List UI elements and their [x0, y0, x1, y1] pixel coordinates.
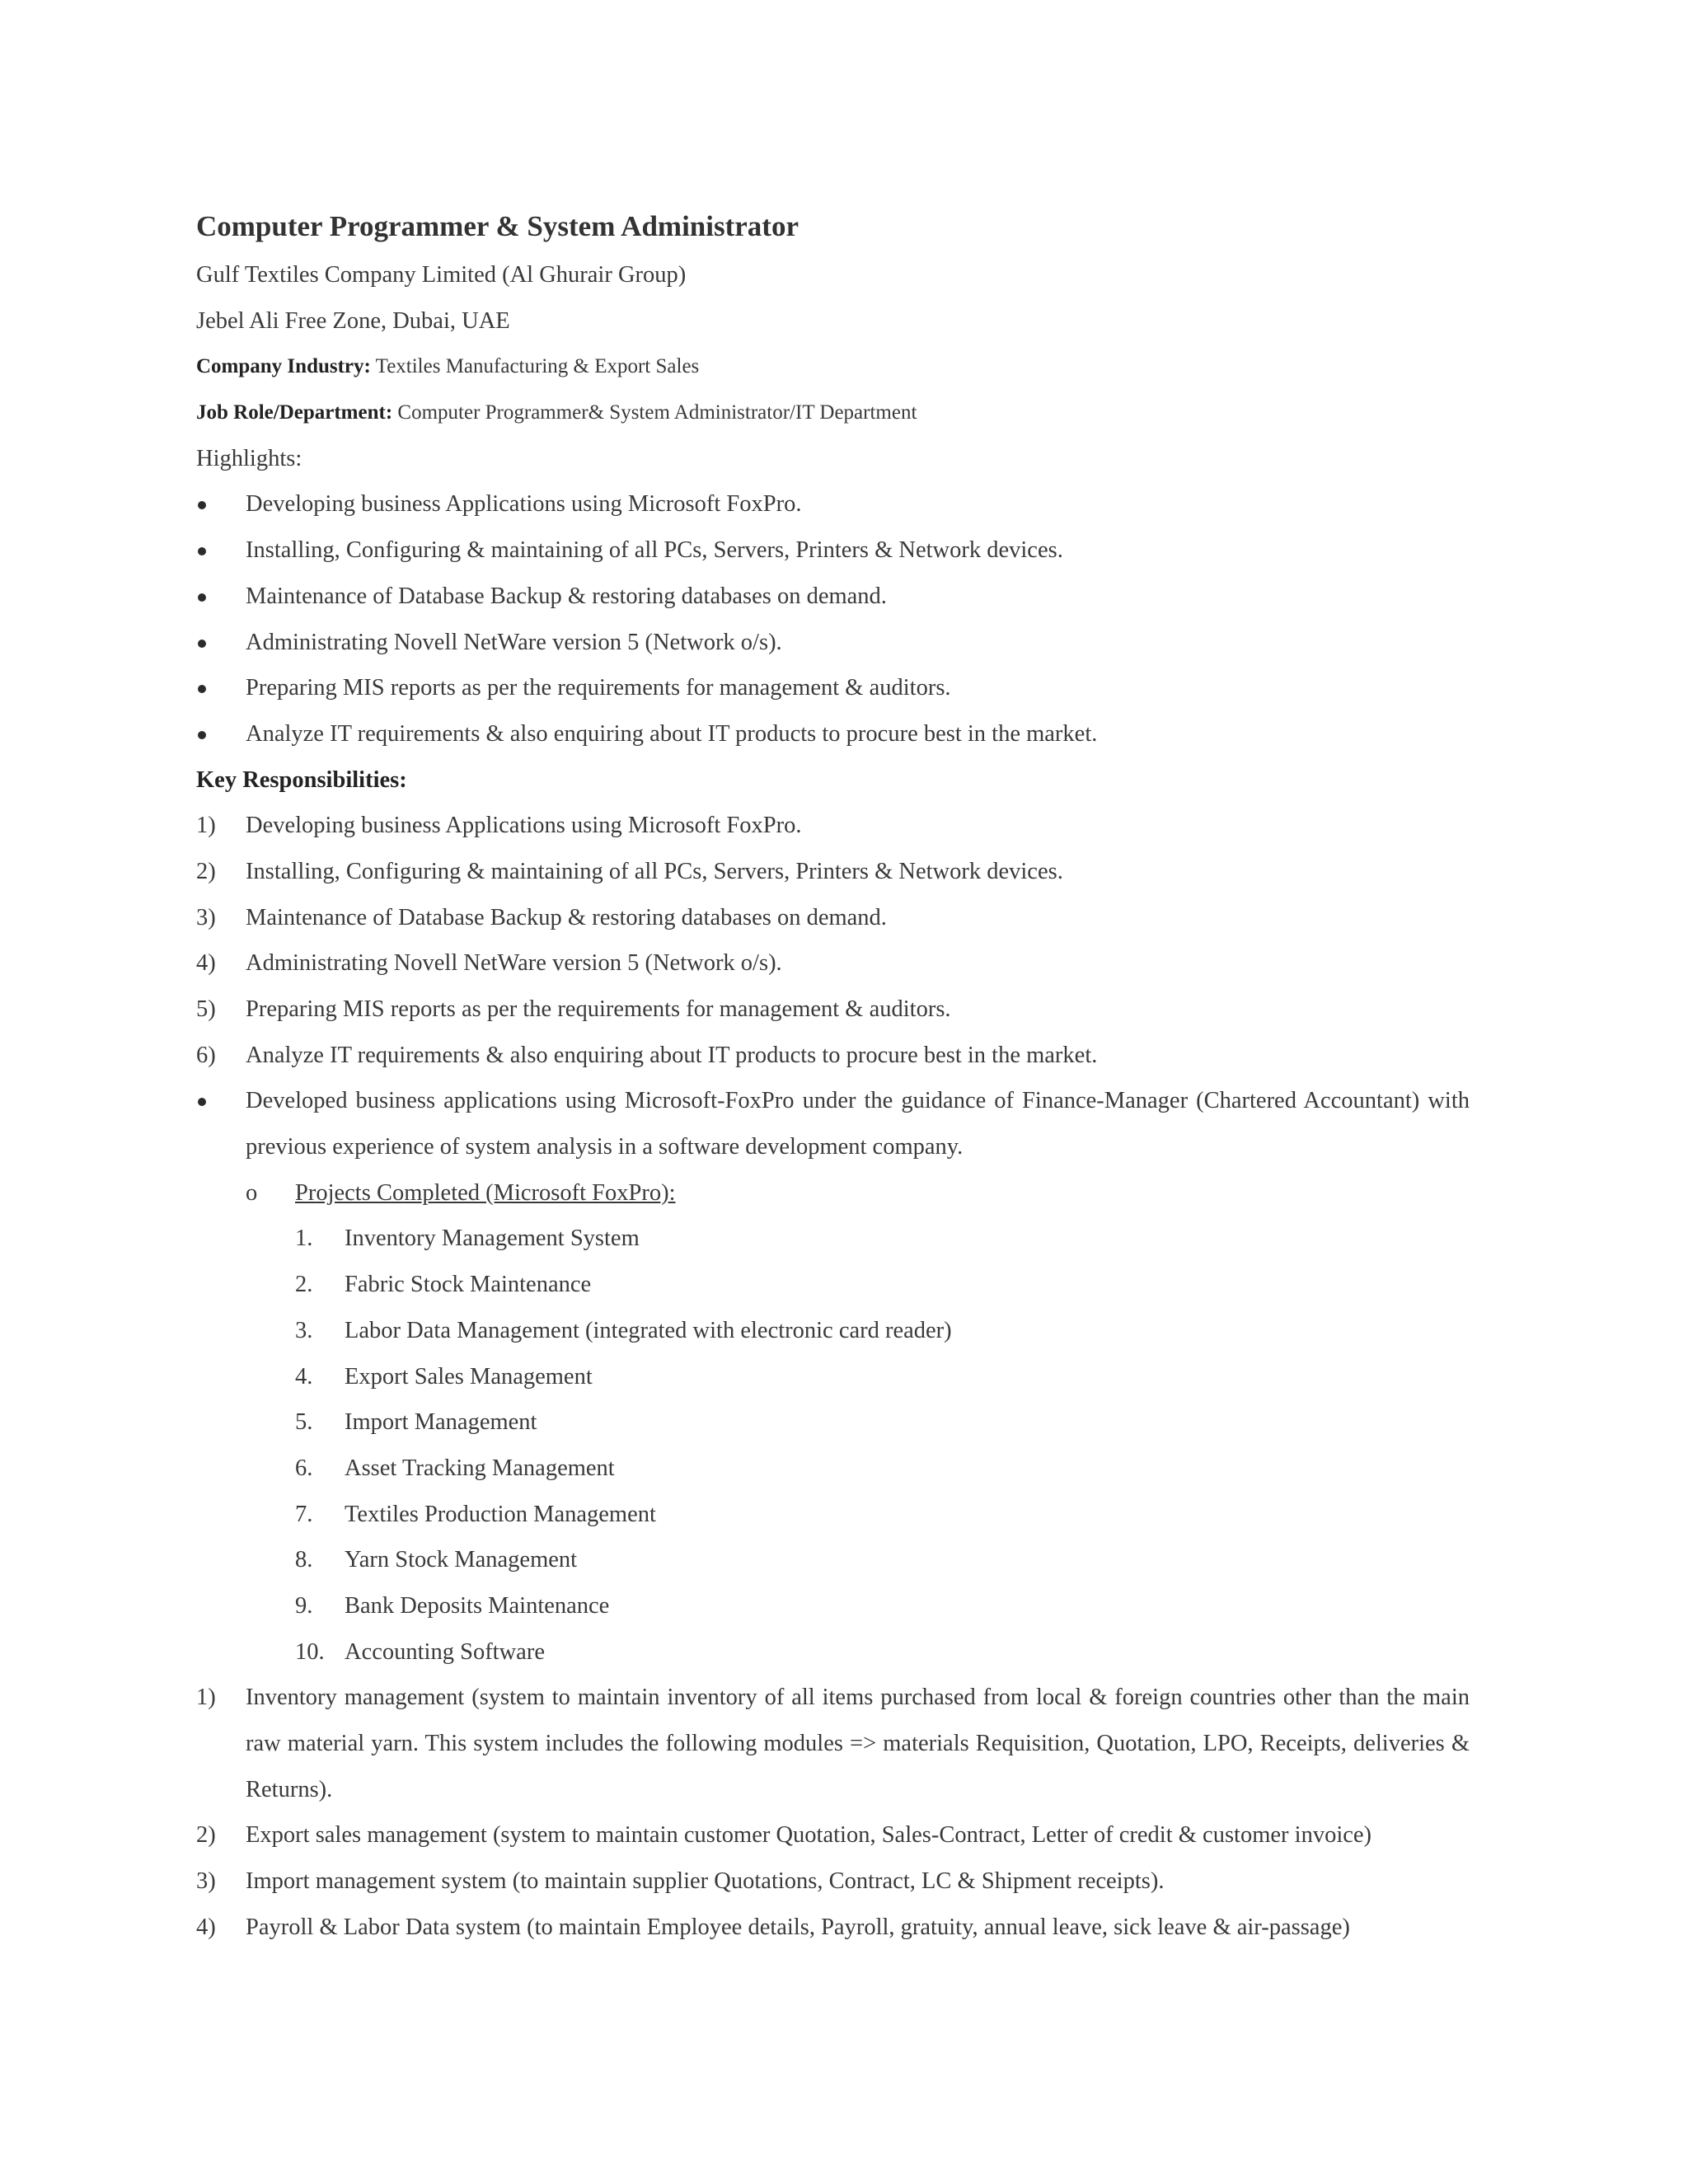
project-number: 2.: [295, 1272, 313, 1298]
project-name: Accounting Software: [345, 1638, 545, 1665]
project-number: 8.: [295, 1547, 313, 1573]
item-text: Installing, Configuring & maintaining of all PCs, Servers, Printers & Network devices.: [246, 858, 1063, 884]
responsibility-item: [196, 849, 1470, 895]
project-item: [196, 1262, 1470, 1308]
highlight-item: [196, 665, 1470, 711]
company-industry: [196, 344, 1470, 390]
highlight-item: [196, 481, 1470, 527]
highlight-text: Analyze IT requirements & also enquiring about IT products to procure best in the market.: [246, 720, 1098, 747]
project-name: Fabric Stock Maintenance: [345, 1272, 592, 1298]
item-number: 4): [196, 1914, 216, 1940]
project-name: Bank Deposits Maintenance: [345, 1592, 610, 1619]
responsibility-item: [196, 1033, 1470, 1079]
bullet-icon: [198, 501, 206, 509]
item-number: 1): [196, 813, 216, 839]
item-text: Developing business Applications using Microsoft FoxPro.: [246, 813, 802, 839]
responsibility-item: [196, 803, 1470, 849]
detail-item: [196, 1812, 1470, 1858]
highlight-text: Installing, Configuring & maintaining of all PCs, Servers, Printers & Network devices.: [246, 537, 1063, 564]
highlight-text: Preparing MIS reports as per the requirements for management & auditors.: [246, 675, 951, 701]
responsibility-item: [196, 987, 1470, 1033]
projects-heading-row: [196, 1170, 1470, 1216]
bullet-icon: [198, 685, 206, 693]
project-number: 3.: [295, 1317, 313, 1343]
bullet-icon: [198, 547, 206, 555]
project-number: 10.: [295, 1638, 325, 1665]
project-name: Inventory Management System: [345, 1226, 640, 1252]
project-item: [196, 1537, 1470, 1583]
highlight-text: Developing business Applications using Microsoft FoxPro.: [246, 491, 802, 518]
project-item: [196, 1308, 1470, 1354]
project-number: 6.: [295, 1455, 313, 1481]
project-name: Textiles Production Management: [345, 1501, 656, 1527]
project-item: [196, 1446, 1470, 1492]
role-value: Computer Programmer& System Administrator/IT Department: [397, 401, 917, 424]
item-number: 5): [196, 996, 216, 1022]
project-item: [196, 1399, 1470, 1446]
project-number: 4.: [295, 1363, 313, 1390]
developed-note: [196, 1078, 1470, 1169]
detail-item: [196, 1675, 1470, 1812]
responsibility-item: [196, 895, 1470, 941]
highlight-item: [196, 711, 1470, 757]
project-number: 1.: [295, 1226, 313, 1252]
industry-value: Textiles Manufacturing & Export Sales: [375, 355, 700, 378]
highlight-item: [196, 620, 1470, 666]
project-name: Labor Data Management (integrated with electronic card reader): [345, 1317, 952, 1343]
item-number: 2): [196, 858, 216, 884]
responsibility-item: [196, 940, 1470, 987]
project-number: 9.: [295, 1592, 313, 1619]
item-text: Analyze IT requirements & also enquiring about IT products to procure best in the market.: [246, 1042, 1098, 1068]
bullet-icon: [198, 640, 206, 648]
project-number: 5.: [295, 1409, 313, 1436]
item-number: 2): [196, 1822, 216, 1849]
project-item: [196, 1354, 1470, 1400]
company-name: Gulf Textiles Company Limited (Al Ghurair Group): [196, 262, 687, 288]
industry-label: Company Industry:: [196, 355, 371, 378]
item-number: 3): [196, 1868, 216, 1895]
highlight-text: Administrating Novell NetWare version 5 (Network o/s).: [246, 629, 782, 655]
project-name: Yarn Stock Management: [345, 1547, 578, 1573]
project-item: [196, 1629, 1470, 1675]
item-text: Preparing MIS reports as per the requirements for management & auditors.: [246, 996, 951, 1022]
detail-item: [196, 1858, 1470, 1905]
role-label: Job Role/Department:: [196, 401, 393, 424]
bullet-icon: [198, 731, 206, 739]
highlight-item: [196, 574, 1470, 620]
project-name: Import Management: [345, 1409, 537, 1436]
projects-heading: Projects Completed (Microsoft FoxPro):: [295, 1179, 676, 1206]
circle-bullet-icon: o: [246, 1179, 258, 1206]
item-text: Maintenance of Database Backup & restoring databases on demand.: [246, 904, 887, 930]
project-item: [196, 1216, 1470, 1262]
job-role: [196, 390, 1470, 436]
job-title: Computer Programmer & System Administrator: [196, 210, 799, 242]
detail-text: Payroll & Labor Data system (to maintain Employee details, Payroll, gratuity, annual leave, sick leave & air-passage): [246, 1914, 1350, 1940]
bullet-icon: [198, 1098, 206, 1106]
item-number: 1): [196, 1685, 216, 1711]
responsibilities-heading: Key Responsibilities:: [196, 766, 407, 793]
bullet-icon: [198, 593, 206, 602]
project-name: Export Sales Management: [345, 1363, 593, 1390]
item-number: 4): [196, 950, 216, 977]
item-number: 6): [196, 1042, 216, 1068]
detail-text: Inventory management (system to maintain inventory of all items purchased from local & foreign countries other than the main raw material yarn. This system includes the following modules => materials Requisition, Quotation, LPO, Receipts, deliveries & Returns).: [246, 1685, 1470, 1802]
project-item: [196, 1492, 1470, 1538]
highlights-heading: Highlights:: [196, 445, 302, 471]
company-location: Jebel Ali Free Zone, Dubai, UAE: [196, 307, 510, 334]
item-number: 3): [196, 904, 216, 930]
project-name: Asset Tracking Management: [345, 1455, 615, 1481]
detail-text: Import management system (to maintain supplier Quotations, Contract, LC & Shipment receipts).: [246, 1868, 1165, 1895]
highlight-text: Maintenance of Database Backup & restoring databases on demand.: [246, 583, 887, 609]
item-text: Administrating Novell NetWare version 5 (Network o/s).: [246, 950, 782, 977]
project-number: 7.: [295, 1501, 313, 1527]
developed-note-text: Developed business applications using Microsoft-FoxPro under the guidance of Finance-Manager (Chartered Accountant) with previous experience of system analysis in a software development company.: [246, 1088, 1470, 1160]
highlight-item: [196, 527, 1470, 574]
document-content: [196, 201, 1470, 1951]
detail-item: [196, 1905, 1470, 1951]
detail-text: Export sales management (system to maintain customer Quotation, Sales-Contract, Letter of credit & customer invoice): [246, 1822, 1372, 1849]
project-item: [196, 1583, 1470, 1629]
